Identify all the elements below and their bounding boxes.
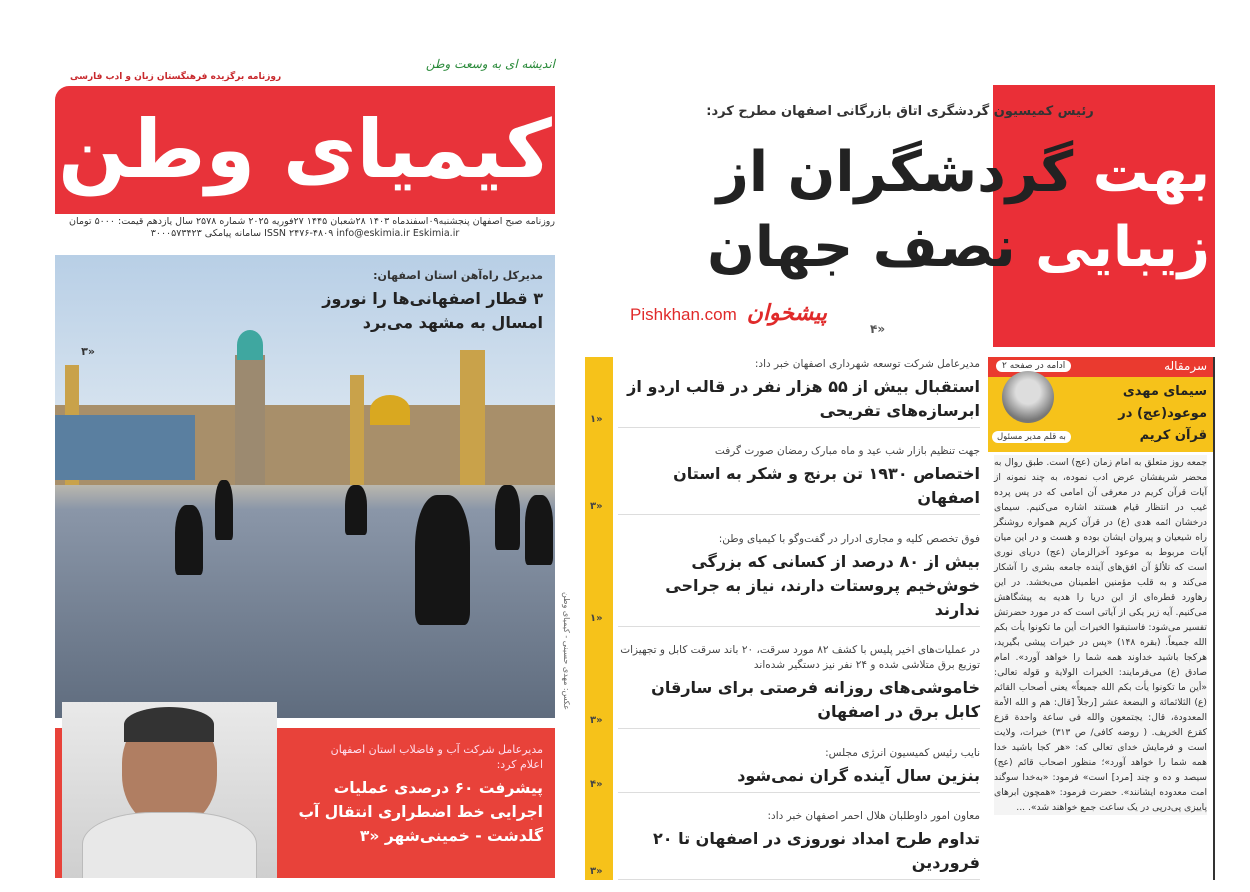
author-photo bbox=[1002, 371, 1054, 423]
page-ref: «۱ bbox=[590, 414, 603, 425]
watermark-en: Pishkhan.com bbox=[630, 305, 737, 324]
continued-link[interactable]: ادامه در صفحه ۲ bbox=[996, 360, 1071, 372]
news-kicker: نایب رئیس کمیسیون انرژی مجلس: bbox=[825, 746, 980, 759]
news-headline: بیش از ۸۰ درصد از کسانی که بزرگی خوش‌خیم پروستات دارند، نیاز به جراحی ندارند bbox=[665, 551, 980, 619]
news-kicker: جهت تنظیم بازار شب عید و ماه مبارک رمضان صورت گرفت bbox=[714, 445, 980, 458]
news-kicker: فوق تخصص کلیه و مجاری ادرار در گفت‌وگو با کیمیای وطن: bbox=[718, 532, 980, 545]
pishkhan-watermark bbox=[630, 300, 827, 328]
news-kicker: در عملیات‌های اخیر پلیس با کشف ۸۲ مورد سرقت، ۲۰ باند سرقت کابل و تجهیزات توزیع برق متلاشی شده و ۲۴ نفر نیز دستگیر شده‌اند bbox=[620, 644, 980, 672]
main-story-kicker: رئیس کمیسیون گردشگری اتاق بازرگانی اصفهان مطرح کرد: bbox=[706, 104, 1094, 119]
headline-red-part: زیبایی bbox=[1035, 215, 1210, 280]
page-ref: «۳ bbox=[590, 865, 603, 877]
news-headline: استقبال بیش از ۵۵ هزار نفر در قالب اردو از ابرسازه‌های تفریحی bbox=[627, 377, 980, 420]
official-portrait bbox=[62, 702, 277, 878]
issue-info: روزنامه صبح اصفهان پنجشنبه۰۹اسفندماه ۱۴۰۳ ۲۸شعبان ۱۴۴۵ ۲۷فوریه ۲۰۲۵ شماره ۲۵۷۸ سال یازدهم قیمت: ۵۰۰۰ تومان bbox=[69, 216, 555, 227]
water-story-headline[interactable] bbox=[293, 776, 543, 848]
headline-text: پیشرفت ۶۰ درصدی عملیات اجرایی خط اضطراری انتقال آب گلدشت - خمینی‌شهر bbox=[298, 779, 543, 845]
news-headline: بنزین سال آینده گران نمی‌شود bbox=[737, 765, 980, 785]
news-kicker: مدیرعامل شرکت توسعه شهرداری اصفهان خبر داد: bbox=[754, 358, 980, 370]
photo-story-kicker: مدیرکل راه‌آهن استان اصفهان: bbox=[373, 269, 543, 282]
news-item[interactable] bbox=[590, 809, 980, 880]
editorial-body: جمعه روز متعلق به امام زمان (عج) است. طبق روال به محضر شریفشان عرض ادب نموده، به چند نمونه از آیات قرآن کریم در معرفی آن امامی که در پس پرده غیب در انتظار قیام هستند اشاره می‌کنیم. سیمای درخشان ائمه هدی (ع) در قرآن کریم همواره روشنگر راه شیعیان و پیروان ایشان بوده و هست و در این میان آیات مربوط به موعود آخرالزمان (عج) دریای نوری است که تلألؤ آن افق‌های آینده جامعه بشری را آشکار می‌کند و به قلب مؤمنین اطمینان می‌بخشد. در این رهاورد قطره‌ای از این دریا را هدیه به پیشگاهش می‌کنیم. آیه زیر یکی از آیاتی است که در مورد حضرتش تفسیر می‌شود: فاستبقوا الخیرات أین ما تکونوا یأت بکم الله جمیعاً. (بقره ۱۴۸) «پس در خیرات پیشی بگیرید، هرکجا باشید خداوند همه شما را خواهد آورد». امام صادق (ع) می‌فرمایند: الخیرات الولایة و قوله تعالی: «أین ما تکونوا یأت بکم الله جمیعاً» یعنی أصحاب القائم (ع) الثلاثمائة و البضعة عشر [رجلاً [قال: هم و الله الأمة المعدودة، قال: یجتمعون والله فی ساعة واحدة قزع کقزع الخریف. ( روضه کافی/ ص ۳۱۳) خیرات، ولایت است و فرمایش خدای تعالی که: «هر کجا باشید خدا همه شما را خواهد آورد»؛ منظور اصحاب قائم (عج) سیصد و ده و چند [مرد] است» فرمود: «به‌خدا سوگند امت معدوده ایشانند». حضرت فرمود: «همچون ابرهای پاییزی پی‌درپی در یک ساعت جمع خواهند شد». ... bbox=[994, 457, 1207, 813]
photo-story-headline[interactable]: ۳ قطار اصفهانی‌ها را نوروز امسال به مشهد می‌برد bbox=[322, 289, 543, 332]
headline-part: نصف جهان bbox=[707, 215, 1016, 280]
headline-red-part: بهت bbox=[1092, 140, 1210, 205]
page-ref: «۱ bbox=[590, 612, 603, 624]
issue-info-block bbox=[55, 216, 555, 240]
main-headline[interactable] bbox=[610, 135, 1210, 285]
news-item[interactable] bbox=[590, 357, 980, 428]
page-ref: «۴ bbox=[590, 778, 603, 790]
photo-caption: عکس: مهدی حسینی - کیمیای وطن bbox=[562, 592, 571, 710]
news-item[interactable] bbox=[590, 746, 980, 793]
news-column bbox=[590, 357, 980, 880]
news-item[interactable] bbox=[590, 643, 980, 729]
masthead-logo: کیمیای وطن bbox=[55, 86, 555, 214]
editorial-byline: به قلم مدیر مسئول bbox=[992, 431, 1071, 443]
news-kicker: معاون امور داوطلبان هلال احمر اصفهان خبر داد: bbox=[767, 809, 980, 822]
editorial-label: سرمقاله bbox=[1164, 359, 1207, 373]
page-ref: «۳ bbox=[590, 501, 603, 513]
news-headline: اختصاص ۱۹۳۰ تن برنج و شکر به استان اصفهان bbox=[673, 464, 980, 508]
news-item[interactable] bbox=[590, 532, 980, 627]
water-story-kicker: مدیرعامل شرکت آب و فاضلاب استان اصفهان اعلام کرد: bbox=[330, 743, 543, 771]
masthead-slogan: اندیشه ای به وسعت وطن bbox=[425, 57, 555, 71]
page-ref: «۳ bbox=[81, 345, 95, 358]
headline-part: گردشگران از bbox=[716, 140, 1074, 205]
shrine-photo bbox=[55, 255, 555, 718]
editorial-title[interactable]: سیمای مهدی موعود(عج) در قرآن کریم bbox=[1118, 384, 1207, 443]
page-ref: «۳ bbox=[590, 715, 603, 727]
masthead-tagline: روزنامه برگزیده فرهنگستان زبان و ادب فارسی bbox=[70, 72, 282, 82]
page-ref: «۴ bbox=[870, 322, 886, 336]
news-headline: تداوم طرح امداد نوروزی در اصفهان تا ۲۰ فروردین bbox=[652, 828, 980, 872]
contact-info: ISSN ۲۴۷۶-۴۸۰۹ info@eskimia.ir Eskimia.ir سامانه پیامکی ۳۰۰۰۵۷۳۴۲۳ bbox=[150, 228, 460, 239]
watermark-fa: پیشخوان bbox=[746, 301, 828, 326]
news-headline: خاموشی‌های روزانه فرصتی برای سارقان کابل برق در اصفهان bbox=[651, 678, 980, 722]
news-item[interactable] bbox=[590, 444, 980, 515]
page-ref: «۳ bbox=[359, 827, 380, 845]
editorial bbox=[988, 357, 1215, 880]
